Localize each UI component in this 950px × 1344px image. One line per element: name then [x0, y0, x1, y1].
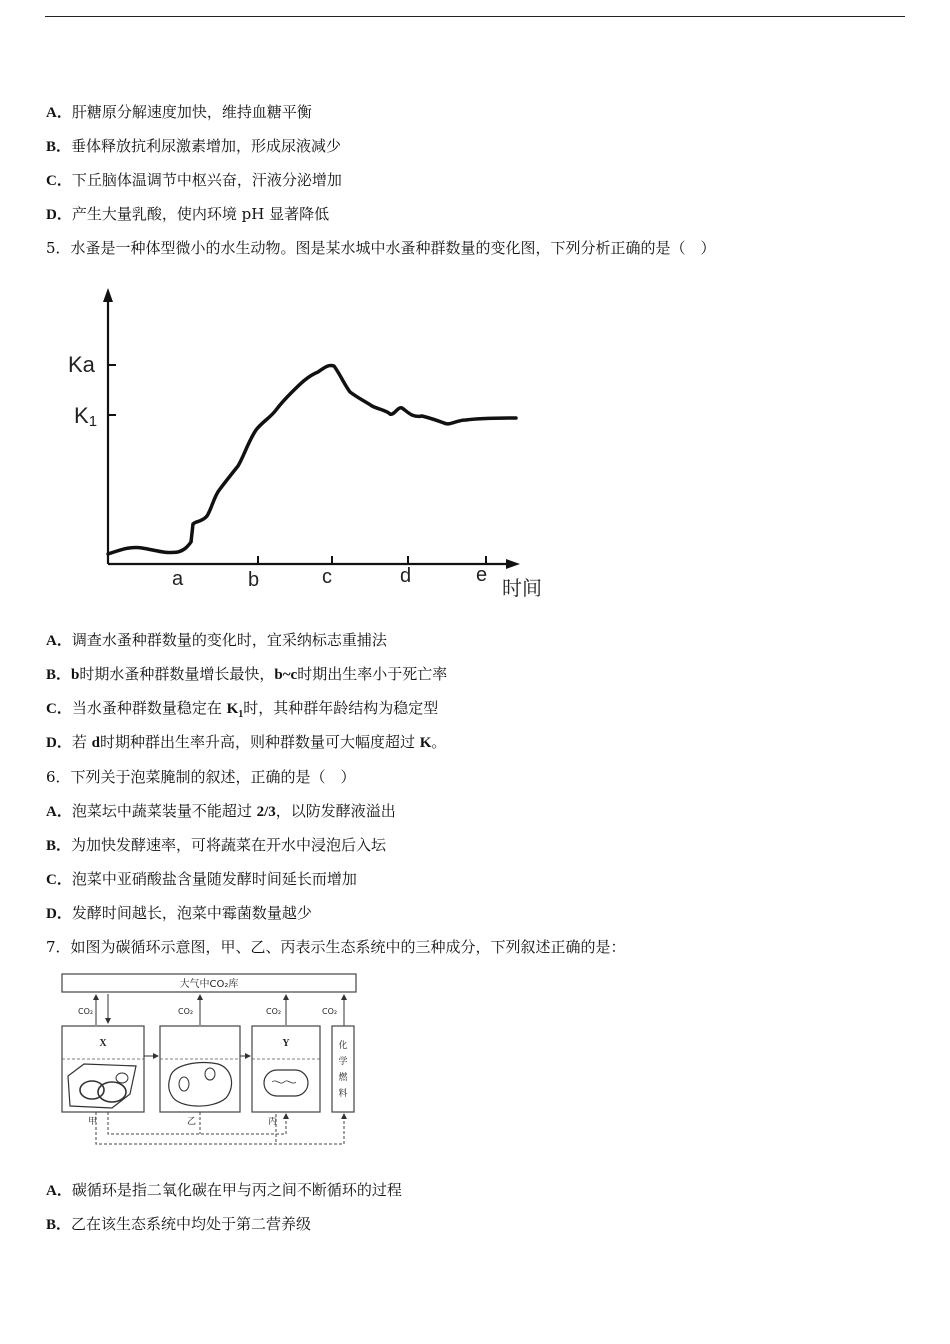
carbon-cycle-diagram [50, 968, 370, 1153]
q7-stem: 7．如图为碳循环示意图，甲、乙、丙表示生态系统中的三种成分，下列叙述正确的是： [46, 938, 626, 956]
fuel-char-3: 燃 [338, 1073, 348, 1083]
x-label-b: b [248, 569, 260, 591]
q7-option-b: B．乙在该生态系统中均处于第二营养级 [46, 1215, 312, 1233]
co2-label-3: CO₂ [266, 1007, 282, 1016]
population-curve [108, 365, 516, 554]
co2-label-2: CO₂ [178, 1007, 194, 1016]
box-x-label: X [99, 1038, 107, 1049]
x-label-a: a [172, 568, 184, 590]
box-fuel [332, 1026, 354, 1112]
q6-option-c: C．泡菜中亚硝酸盐含量随发酵时间延长而增加 [46, 870, 357, 888]
q4-option-b: B．垂体释放抗利尿激素增加，形成尿液减少 [46, 137, 342, 155]
q7-option-a: A．碳循环是指二氧化碳在甲与丙之间不断循环的过程 [46, 1181, 402, 1199]
q5-option-c: C．当水蚤种群数量稳定在 $K_1$时，其种群年龄结构为稳定型 [46, 699, 439, 720]
y-axis-arrow [103, 288, 113, 302]
dashed-x-to-fuel [96, 1112, 344, 1144]
box-yi [160, 1026, 240, 1112]
x-label-d: d [400, 565, 412, 587]
q5-option-d: D．若 d时期种群出生率升高，则种群数量可大幅度超过 K。 [46, 733, 447, 751]
population-graph [60, 284, 560, 604]
q6-option-d: D．发酵时间越长，泡菜中霉菌数量越少 [46, 904, 312, 922]
label-bing: 丙 [268, 1117, 278, 1127]
q5-stem: 5．水蚤是一种体型微小的水生动物。图是某水城中水蚤种群数量的变化图，下列分析正确的是（ ） [46, 239, 716, 257]
q4-option-c: C．下丘脑体温调节中枢兴奋，汗液分泌增加 [46, 171, 342, 189]
ka-label: Ka [68, 352, 95, 377]
x-label-e: e [476, 564, 488, 586]
q4-option-a: A．肝糖原分解速度加快，维持血糖平衡 [46, 103, 312, 121]
x-axis-arrow [506, 559, 520, 569]
q6-option-a: A．泡菜坛中蔬菜装量不能超过 2/3，以防发酵液溢出 [46, 802, 396, 820]
fuel-char-1: 化 [338, 1041, 348, 1051]
x-label-c: c [322, 566, 332, 588]
label-jia: 甲 [88, 1117, 98, 1127]
dashed-x-to-y [108, 1112, 286, 1134]
q4-option-d: D．产生大量乳酸，使内环境 pH 显著降低 [46, 205, 330, 223]
q5-option-a: A．调查水蚤种群数量的变化时，宜采纳标志重捕法 [46, 631, 387, 649]
q5-option-b: B．b时期水蚤种群数量增长最快，b~c时期出生率小于死亡率 [46, 665, 448, 683]
label-yi: 乙 [187, 1117, 197, 1127]
co2-label-1: CO₂ [78, 1007, 94, 1016]
atmosphere-label: 大气中CO₂库 [179, 979, 239, 990]
header-rule [45, 16, 905, 17]
fuel-char-4: 料 [338, 1089, 348, 1099]
box-y-label: Y [282, 1038, 290, 1049]
q6-stem: 6．下列关于泡菜腌制的叙述，正确的是（ ） [46, 768, 356, 786]
fuel-char-2: 学 [338, 1057, 348, 1067]
k1-label: K1 [74, 403, 98, 430]
q6-option-b: B．为加快发酵速率，可将蔬菜在开水中浸泡后入坛 [46, 836, 387, 854]
co2-label-4: CO₂ [322, 1007, 338, 1016]
x-axis-name: 时间 [502, 576, 542, 600]
